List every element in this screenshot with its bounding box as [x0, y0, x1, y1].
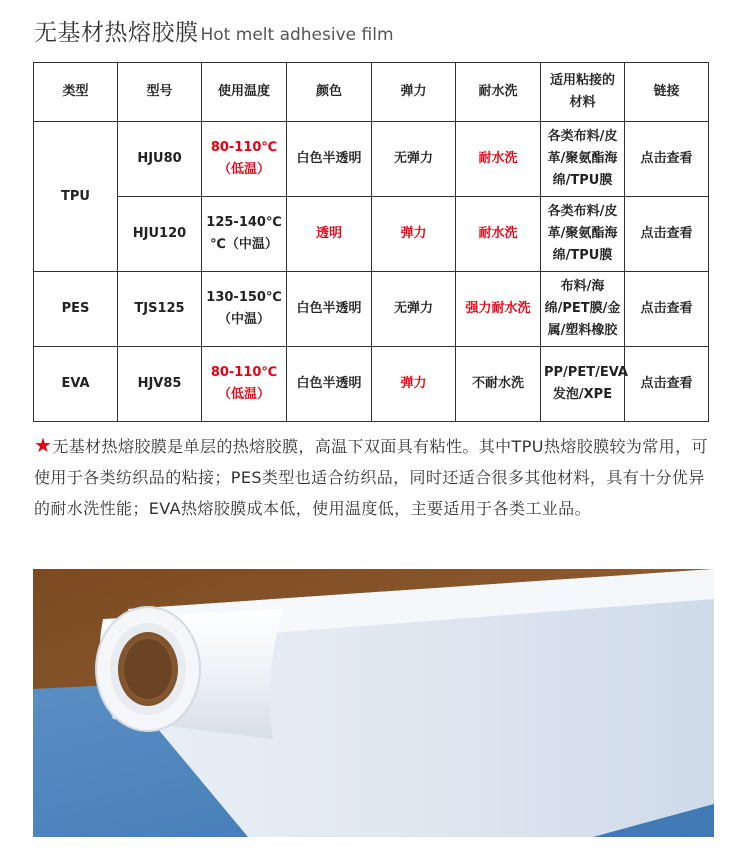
materials-cell: 各类布料/皮革/聚氨酯海绵/TPU膜 [541, 197, 625, 272]
color-cell: 白色半透明 [287, 122, 372, 197]
view-link[interactable]: 点击查看 [625, 272, 709, 347]
film-roll-illustration [33, 569, 714, 837]
elastic-cell: 无弹力 [372, 122, 456, 197]
materials-cell: PP/PET/EVA发泡/XPE [541, 347, 625, 422]
color-cell: 透明 [287, 197, 372, 272]
header-color: 颜色 [287, 63, 372, 122]
wash-cell: 强力耐水洗 [456, 272, 541, 347]
wash-cell: 不耐水洗 [456, 347, 541, 422]
wash-cell: 耐水洗 [456, 122, 541, 197]
title-english: Hot melt adhesive film [200, 25, 394, 45]
temp-cell: 130-150℃（中温） [202, 272, 287, 347]
view-link[interactable]: 点击查看 [625, 122, 709, 197]
color-cell: 白色半透明 [287, 272, 372, 347]
header-elastic: 弹力 [372, 63, 456, 122]
header-link: 链接 [625, 63, 709, 122]
page-title [34, 14, 394, 48]
model-cell: HJU80 [118, 122, 202, 197]
elastic-cell: 弹力 [372, 197, 456, 272]
description-text: 无基材热熔胶膜是单层的热熔胶膜，高温下双面具有粘性。其中TPU热熔胶膜较为常用，可使用于各类纺织品的粘接；PES类型也适合纺织品，同时还适合很多其他材料，具有十分优异的耐水洗性能；EVA热熔胶膜成本低，使用温度低，主要适用于各类工业品。 [34, 437, 708, 518]
description [34, 430, 718, 524]
model-cell: HJV85 [118, 347, 202, 422]
table-row [34, 197, 709, 272]
header-wash: 耐水洗 [456, 63, 541, 122]
color-cell: 白色半透明 [287, 347, 372, 422]
temp-cell: 80-110℃（低温） [202, 122, 287, 197]
header-temp: 使用温度 [202, 63, 287, 122]
header-materials: 适用粘接的材料 [541, 63, 625, 122]
type-cell: PES [34, 272, 118, 347]
spec-table [33, 62, 709, 422]
table-row [34, 272, 709, 347]
elastic-cell: 无弹力 [372, 272, 456, 347]
table-row [34, 347, 709, 422]
temp-cell: 80-110℃（低温） [202, 347, 287, 422]
type-cell: TPU [34, 122, 118, 272]
temp-cell: 125-140℃ ℃（中温） [202, 197, 287, 272]
product-photo [33, 569, 714, 837]
materials-cell: 各类布料/皮革/聚氨酯海绵/TPU膜 [541, 122, 625, 197]
model-cell: TJS125 [118, 272, 202, 347]
model-cell: HJU120 [118, 197, 202, 272]
view-link[interactable]: 点击查看 [625, 347, 709, 422]
type-cell: EVA [34, 347, 118, 422]
header-model: 型号 [118, 63, 202, 122]
elastic-cell: 弹力 [372, 347, 456, 422]
title-chinese: 无基材热熔胶膜 [34, 20, 199, 46]
star-icon: ★ [34, 433, 53, 457]
table-row [34, 122, 709, 197]
view-link[interactable]: 点击查看 [625, 197, 709, 272]
wash-cell: 耐水洗 [456, 197, 541, 272]
materials-cell: 布料/海绵/PET膜/金属/塑料橡胶 [541, 272, 625, 347]
header-type: 类型 [34, 63, 118, 122]
header-row [34, 63, 709, 122]
